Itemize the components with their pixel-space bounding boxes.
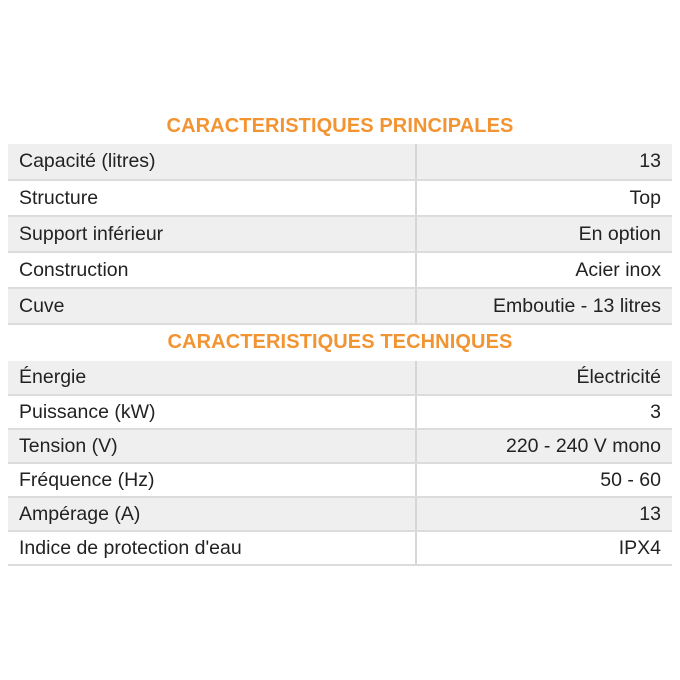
table-row (8, 429, 672, 463)
table-row (8, 395, 672, 429)
spec-label: Construction (8, 252, 416, 288)
spec-label: Cuve (8, 288, 416, 324)
spec-value: 13 (416, 497, 672, 531)
main-specs-table (8, 144, 672, 325)
spec-label: Support inférieur (8, 216, 416, 252)
spec-label: Structure (8, 180, 416, 216)
spec-value: 13 (416, 144, 672, 180)
table-row (8, 497, 672, 531)
section-title-technical: CARACTERISTIQUES TECHNIQUES (167, 331, 513, 353)
spec-sheet (8, 110, 672, 566)
table-row (8, 216, 672, 252)
spec-label: Capacité (litres) (8, 144, 416, 180)
spec-value: Emboutie - 13 litres (416, 288, 672, 324)
spec-value: En option (416, 216, 672, 252)
table-row (8, 252, 672, 288)
spec-value: Électricité (416, 361, 672, 395)
technical-specs-table (8, 361, 672, 566)
spec-value: 50 - 60 (416, 463, 672, 497)
spec-value: Top (416, 180, 672, 216)
spec-value: 220 - 240 V mono (416, 429, 672, 463)
spec-label: Tension (V) (8, 429, 416, 463)
table-row (8, 531, 672, 565)
spec-label: Fréquence (Hz) (8, 463, 416, 497)
table-row (8, 180, 672, 216)
spec-value: 3 (416, 395, 672, 429)
table-row (8, 361, 672, 395)
spec-value: Acier inox (416, 252, 672, 288)
table-row (8, 144, 672, 180)
spec-label: Énergie (8, 361, 416, 395)
section-title-main: CARACTERISTIQUES PRINCIPALES (166, 115, 514, 137)
table-row (8, 288, 672, 324)
spec-label: Ampérage (A) (8, 497, 416, 531)
table-row (8, 463, 672, 497)
spec-label: Puissance (kW) (8, 395, 416, 429)
spec-value: IPX4 (416, 531, 672, 565)
spec-label: Indice de protection d'eau (8, 531, 416, 565)
